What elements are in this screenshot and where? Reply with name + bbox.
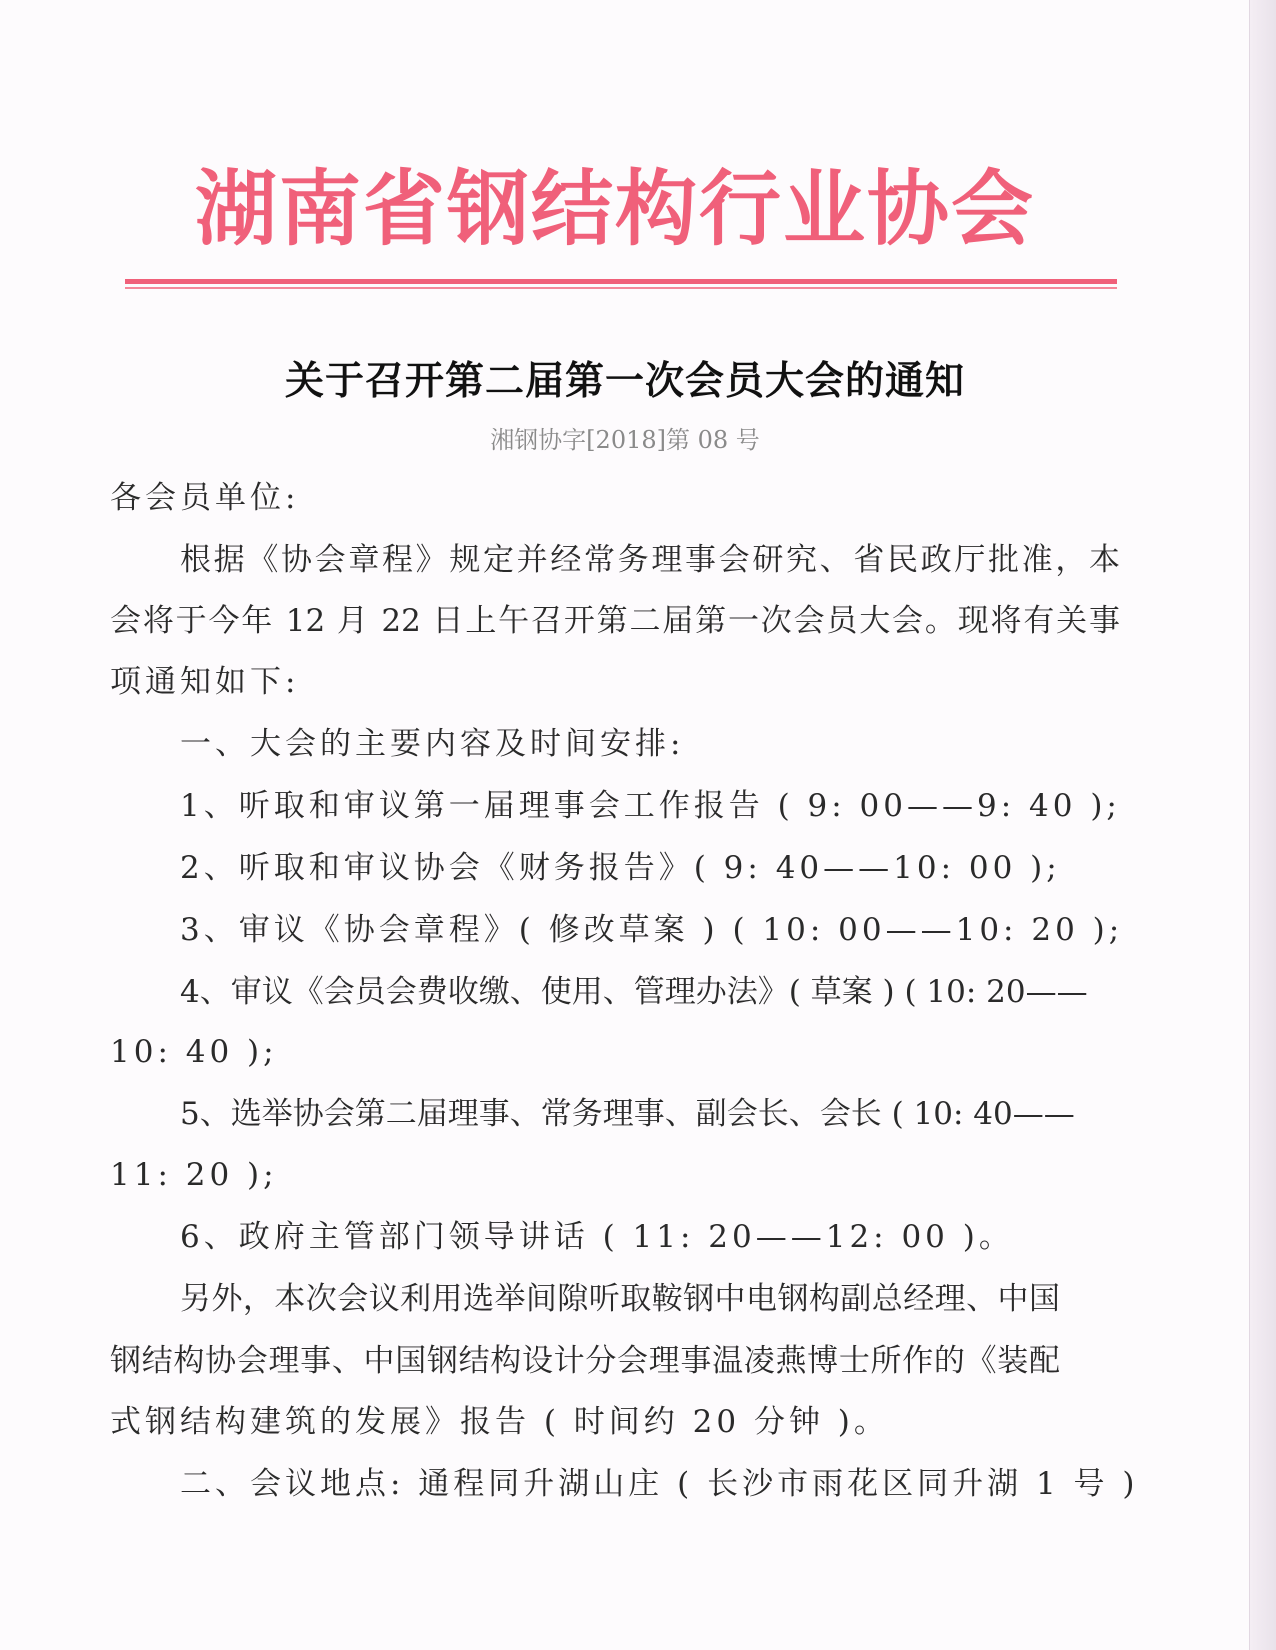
paragraph-line: 另外，本次会议利用选举间隙听取鞍钢中电钢构副总经理、中国 <box>180 1281 1060 1317</box>
letterhead-rule-thick <box>125 279 1117 284</box>
section-heading: 一、大会的主要内容及时间安排: <box>180 726 685 762</box>
paragraph-line: 根据《协会章程》规定并经常务理事会研究、省民政厅批准，本 <box>180 542 1120 578</box>
agenda-item: 4、审议《会员会费收缴、使用、管理办法》( 草案 ) ( 10: 20—— <box>180 974 1088 1010</box>
agenda-item-continued: 10: 40 ); <box>110 1034 278 1070</box>
paragraph-line: 钢结构协会理事、中国钢结构设计分会理事温凌燕博士所作的《装配 <box>110 1343 1060 1379</box>
paragraph-line: 项通知如下: <box>110 664 300 700</box>
agenda-item: 1、听取和审议第一届理事会工作报告 ( 9: 00——9: 40 ); <box>180 788 1121 824</box>
paragraph-line: 会将于今年 12 月 22 日上午召开第二届第一次会员大会。现将有关事 <box>110 603 1120 639</box>
letterhead-rule-thin <box>125 287 1117 289</box>
agenda-item: 3、审议《协会章程》( 修改草案 ) ( 10: 00——10: 20 ); <box>180 912 1124 948</box>
letterhead-org-name: 湖南省钢结构行业协会 <box>194 162 1035 257</box>
salutation-line: 各会员单位: <box>110 480 300 516</box>
document-number: 湘钢协字[2018]第 08 号 <box>490 426 760 454</box>
agenda-item: 6、政府主管部门领导讲话 ( 11: 20——12: 00 )。 <box>180 1219 1014 1255</box>
section-heading: 二、会议地点: 通程同升湖山庄 ( 长沙市雨花区同升湖 1 号 ) <box>180 1466 1139 1502</box>
document-title: 关于召开第二届第一次会员大会的通知 <box>284 359 965 404</box>
agenda-item: 5、选举协会第二届理事、常务理事、副会长、会长 ( 10: 40—— <box>180 1096 1075 1132</box>
agenda-item: 2、听取和审议协会《财务报告》( 9: 40——10: 00 ); <box>180 850 1061 886</box>
agenda-item-continued: 11: 20 ); <box>110 1157 278 1193</box>
paragraph-line: 式钢结构建筑的发展》报告 ( 时间约 20 分钟 )。 <box>110 1404 889 1440</box>
page-edge <box>1249 0 1276 1650</box>
